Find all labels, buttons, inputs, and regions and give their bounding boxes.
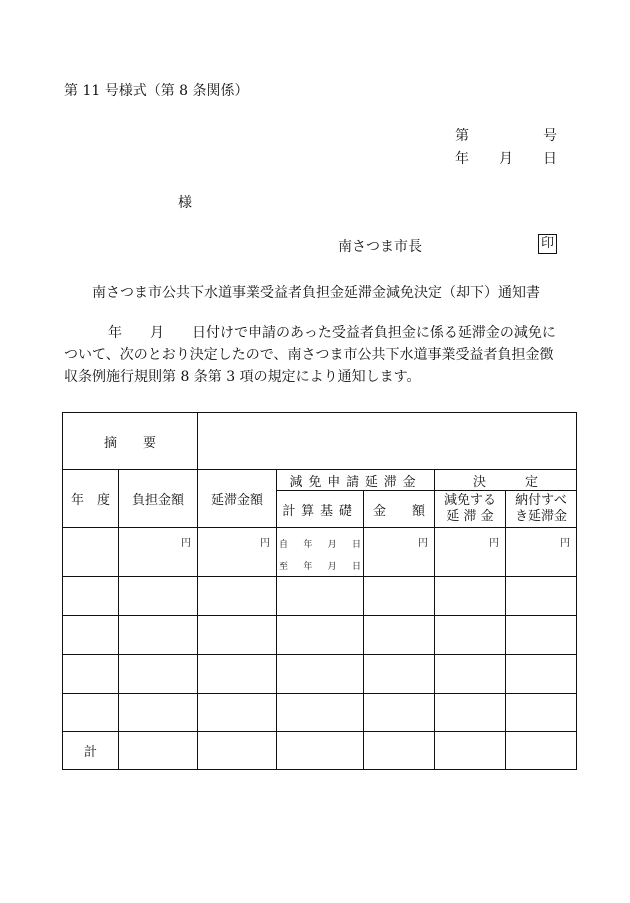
table-cell[interactable]	[277, 616, 364, 655]
period-month: 月	[327, 561, 337, 572]
total-cell[interactable]	[364, 732, 435, 770]
period-to	[279, 554, 361, 576]
cell-calc-period[interactable]	[277, 528, 364, 577]
table-cell[interactable]	[198, 577, 277, 616]
period-from-label: 自	[279, 539, 289, 550]
total-cell[interactable]	[277, 732, 364, 770]
table-cell[interactable]	[364, 577, 435, 616]
table-cell[interactable]	[506, 577, 577, 616]
cell-burden-amount[interactable]: 円	[119, 528, 198, 577]
seal-mark: 印	[538, 234, 557, 254]
table-cell[interactable]	[119, 616, 198, 655]
period-day: 日	[352, 561, 362, 572]
table-cell[interactable]	[119, 577, 198, 616]
doc-number-suffix: 号	[543, 128, 557, 144]
date-year: 年	[455, 151, 469, 167]
table-cell[interactable]	[364, 655, 435, 694]
total-cell[interactable]	[435, 732, 506, 770]
document-date	[455, 148, 557, 168]
total-cell[interactable]	[119, 732, 198, 770]
header-fiscal-year: 年 度	[63, 470, 119, 528]
notice-body	[64, 322, 584, 388]
table-cell[interactable]	[198, 616, 277, 655]
header-reduced-fee-line: 減免する	[444, 493, 497, 508]
cell-payable-fee[interactable]: 円	[506, 528, 577, 577]
form-number: 第 11 号様式（第 8 条関係）	[64, 83, 249, 99]
period-month: 月	[327, 539, 337, 550]
total-cell[interactable]	[198, 732, 277, 770]
issuer: 南さつま市長	[338, 239, 422, 255]
table-cell[interactable]	[277, 655, 364, 694]
table-row	[63, 694, 577, 732]
total-cell[interactable]	[506, 732, 577, 770]
table-cell[interactable]	[277, 694, 364, 732]
table-row	[63, 577, 577, 616]
cell-reduced-fee[interactable]: 円	[435, 528, 506, 577]
table-cell[interactable]	[63, 655, 119, 694]
header-reduced-fee	[435, 491, 506, 528]
summary-field[interactable]	[198, 413, 577, 470]
table-cell[interactable]	[119, 655, 198, 694]
table-cell[interactable]	[435, 655, 506, 694]
cell-late-fee-amount[interactable]: 円	[198, 528, 277, 577]
body-line: 収条例施行規則第 8 条第 3 項の規定により通知します。	[64, 369, 421, 385]
table-cell[interactable]	[63, 694, 119, 732]
table-cell[interactable]	[435, 694, 506, 732]
table-cell[interactable]	[198, 694, 277, 732]
header-payable-fee-line: き延滞金	[515, 509, 568, 524]
table-cell[interactable]	[63, 577, 119, 616]
body-line: ついて、次のとおり決定したので、南さつま市公共下水道事業受益者負担金徴	[64, 347, 554, 363]
total-row	[63, 732, 577, 770]
header-calc-basis: 計算基礎	[277, 491, 364, 528]
header-payable-fee-line: 納付すべ	[515, 493, 567, 508]
header-reduction-request: 減免申請延滞金	[277, 470, 435, 491]
period-day: 日	[352, 539, 362, 550]
table-row	[63, 655, 577, 694]
document-number	[455, 125, 557, 145]
period-to-label: 至	[279, 561, 289, 572]
summary-label: 摘 要	[63, 413, 198, 470]
table-cell[interactable]	[506, 655, 577, 694]
addressee: 様	[178, 195, 192, 211]
table-cell[interactable]	[119, 694, 198, 732]
document-title: 南さつま市公共下水道事業受益者負担金延滞金減免決定（却下）通知書	[92, 285, 540, 301]
header-reduced-fee-line: 延 滞 金	[446, 509, 494, 524]
period-from	[279, 532, 361, 554]
header-amount: 金 額	[364, 491, 435, 528]
header-decision: 決 定	[435, 470, 577, 491]
table-cell[interactable]	[198, 655, 277, 694]
doc-number-prefix: 第	[455, 128, 469, 144]
table-cell[interactable]	[364, 694, 435, 732]
table-row	[63, 616, 577, 655]
table-cell[interactable]	[63, 616, 119, 655]
header-payable-fee	[506, 491, 577, 528]
date-day: 日	[543, 151, 557, 167]
table-cell[interactable]	[506, 616, 577, 655]
table-cell[interactable]	[277, 577, 364, 616]
header-late-fee-amount: 延滞金額	[198, 470, 277, 528]
cell-fiscal-year[interactable]	[63, 528, 119, 577]
table-cell[interactable]	[364, 616, 435, 655]
header-burden-amount: 負担金額	[119, 470, 198, 528]
body-line: 年 月 日付けで申請のあった受益者負担金に係る延滞金の減免に	[108, 325, 556, 341]
total-label: 計	[63, 732, 119, 770]
period-year: 年	[303, 561, 313, 572]
late-fee-table	[62, 412, 577, 770]
table-cell[interactable]	[506, 694, 577, 732]
table-cell[interactable]	[435, 616, 506, 655]
cell-amount[interactable]: 円	[364, 528, 435, 577]
date-month: 月	[499, 151, 513, 167]
period-year: 年	[303, 539, 313, 550]
table-cell[interactable]	[435, 577, 506, 616]
